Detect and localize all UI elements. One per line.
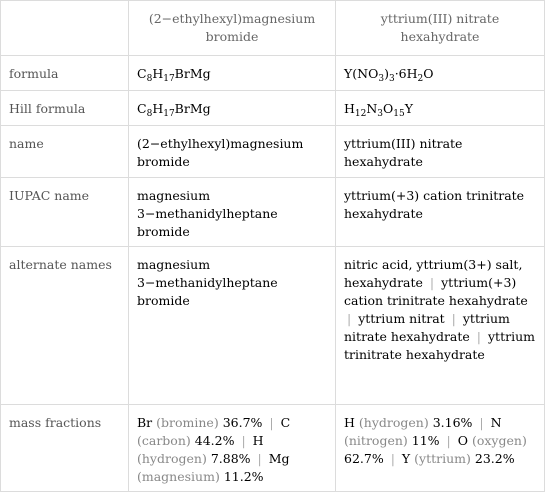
element-name: (hydrogen) xyxy=(358,415,429,430)
separator: | xyxy=(451,311,456,326)
formula-compound-2 xyxy=(336,56,545,91)
formula-subscript: 15 xyxy=(393,109,405,119)
alternate-name: yttrium trinitrate hexahydrate xyxy=(344,329,535,362)
formula-part: Y xyxy=(404,101,413,116)
element-symbol: H xyxy=(344,415,355,430)
formula-subscript: 2 xyxy=(417,74,424,84)
mass-fraction-value: 36.7% xyxy=(222,415,263,430)
header-row xyxy=(1,1,545,56)
separator: | xyxy=(476,329,482,344)
row-label-alternate-names: alternate names xyxy=(1,247,129,405)
row-iupac-name xyxy=(1,178,545,247)
element-symbol: Mg xyxy=(268,451,290,466)
alternate-name: yttrium nitrate hexahydrate xyxy=(344,311,510,344)
formula-part: BrMg xyxy=(174,101,211,116)
row-label-mass-fractions: mass fractions xyxy=(1,405,129,492)
mass-fractions-compound-1 xyxy=(129,405,336,492)
separator: | xyxy=(390,451,395,466)
formula-subscript: 3 xyxy=(388,74,395,84)
name-compound-2: yttrium(III) nitrate hexahydrate xyxy=(336,126,545,178)
formula-compound-1 xyxy=(129,56,336,91)
header-empty xyxy=(1,1,129,56)
row-hill-formula xyxy=(1,91,545,126)
formula-part: ) xyxy=(384,66,389,81)
formula-part: O xyxy=(383,101,394,116)
element-name: (magnesium) xyxy=(137,469,220,484)
formula-subscript: 17 xyxy=(163,74,175,84)
formula-subscript: 17 xyxy=(163,109,175,119)
formula-part: BrMg xyxy=(174,66,211,81)
element-name: (nitrogen) xyxy=(344,433,408,448)
mass-fraction-value: 3.16% xyxy=(432,415,473,430)
formula-subscript: 8 xyxy=(146,74,153,84)
mass-fraction-value: 11.2% xyxy=(223,469,264,484)
hill-formula-compound-1 xyxy=(129,91,336,126)
alternate-name: yttrium(+3) cation trinitrate hexahydrate xyxy=(344,275,528,308)
alternate-names-compound-2 xyxy=(336,247,545,405)
mass-fraction-value: 11% xyxy=(411,433,440,448)
formula-subscript: 3 xyxy=(378,74,385,84)
separator: | xyxy=(241,433,246,448)
formula-part: H xyxy=(152,101,164,116)
formula-part: C xyxy=(137,101,147,116)
alternate-name: yttrium nitrat xyxy=(358,311,445,326)
formula-part: O xyxy=(423,66,434,81)
separator: | xyxy=(479,415,484,430)
formula-part: H xyxy=(152,66,164,81)
formula-subscript: 12 xyxy=(354,109,367,119)
header-compound-1: (2−ethylhexyl)magnesium bromide xyxy=(129,1,336,56)
formula-part: C xyxy=(137,66,147,81)
element-name: (bromine) xyxy=(156,415,219,430)
element-symbol: Br xyxy=(137,415,153,430)
separator: | xyxy=(347,311,352,326)
row-mass-fractions xyxy=(1,405,545,492)
element-symbol: N xyxy=(490,415,502,430)
header-compound-2: yttrium(III) nitrate hexahydrate xyxy=(336,1,545,56)
row-formula xyxy=(1,56,545,91)
mass-fraction-value: 23.2% xyxy=(474,451,515,466)
row-label-formula: formula xyxy=(1,56,129,91)
iupac-name-compound-1: magnesium 3−methanidylheptane bromide xyxy=(129,178,336,247)
formula-part: N xyxy=(366,101,378,116)
mass-fraction-value: 7.88% xyxy=(210,451,251,466)
alternate-name: magnesium 3−methanidylheptane bromide xyxy=(137,257,278,308)
hill-formula-compound-2 xyxy=(336,91,545,126)
element-name: (oxygen) xyxy=(471,433,527,448)
element-name: (hydrogen) xyxy=(137,451,207,466)
separator: | xyxy=(257,451,262,466)
row-label-hill-formula: Hill formula xyxy=(1,91,129,126)
row-label-iupac-name: IUPAC name xyxy=(1,178,129,247)
mass-fraction-value: 44.2% xyxy=(194,433,235,448)
mass-fractions-compound-2 xyxy=(336,405,545,492)
formula-part: H xyxy=(344,101,355,116)
element-name: (carbon) xyxy=(137,433,191,448)
separator: | xyxy=(429,275,435,290)
formula-part: Y(NO xyxy=(344,66,379,81)
formula-part: ·6H xyxy=(394,66,418,81)
mass-fraction-value: 62.7% xyxy=(344,451,384,466)
alternate-names-compound-1 xyxy=(129,247,336,405)
iupac-name-compound-2: yttrium(+3) cation trinitrate hexahydrate xyxy=(336,178,545,247)
separator: | xyxy=(269,415,274,430)
element-symbol: O xyxy=(457,433,468,448)
alternate-name: nitric acid, yttrium(3+) salt, hexahydrate xyxy=(344,257,523,290)
element-symbol: H xyxy=(252,433,264,448)
element-symbol: Y xyxy=(401,451,411,466)
separator: | xyxy=(446,433,451,448)
element-name: (yttrium) xyxy=(414,451,471,466)
formula-subscript: 3 xyxy=(377,109,384,119)
row-label-name: name xyxy=(1,126,129,178)
row-alternate-names xyxy=(1,247,545,405)
row-name xyxy=(1,126,545,178)
name-compound-1: (2−ethylhexyl)magnesium bromide xyxy=(129,126,336,178)
formula-subscript: 8 xyxy=(146,109,153,119)
element-symbol: C xyxy=(280,415,291,430)
